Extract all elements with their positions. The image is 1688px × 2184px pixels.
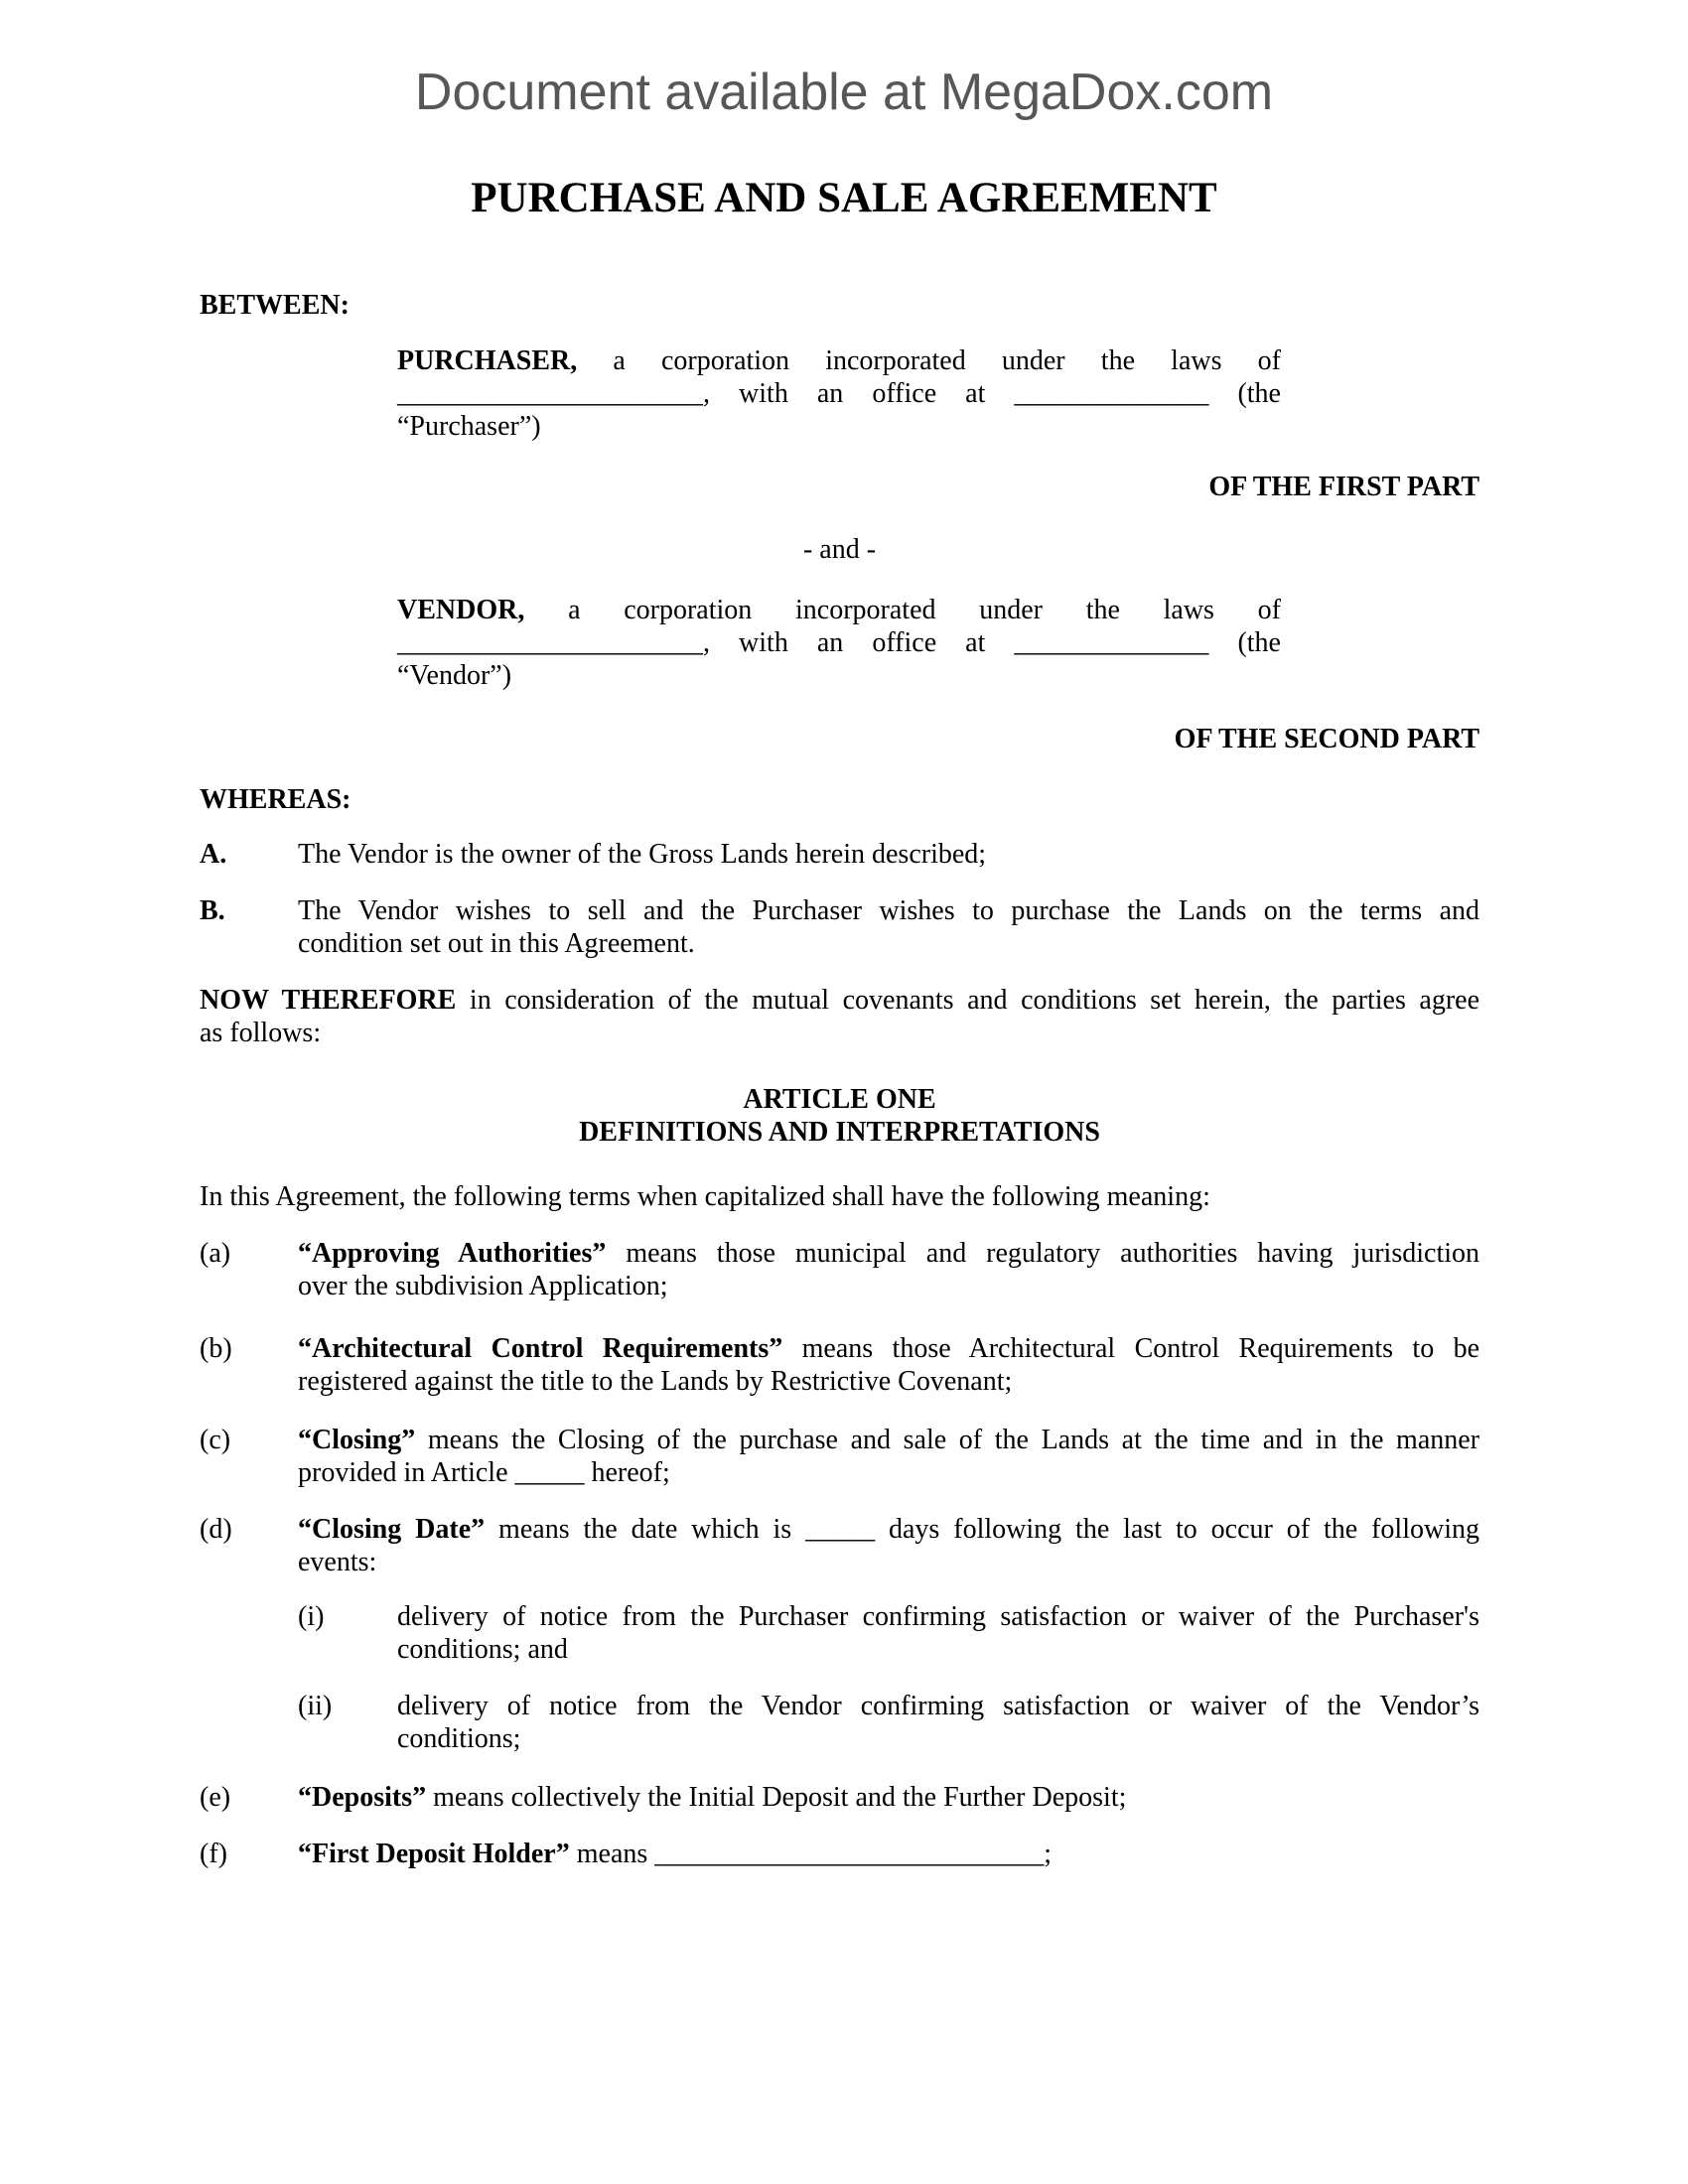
purchaser-paragraph (397, 344, 1281, 443)
of-the-first-part-label: OF THE FIRST PART (1208, 472, 1479, 502)
definition-closing (200, 1424, 1479, 1489)
article-one-heading (200, 1083, 1479, 1149)
definition-first-deposit-holder (200, 1838, 1479, 1870)
document-body (200, 289, 1479, 1870)
definition-f-line-1-text: means ____________________________; (569, 1839, 1053, 1869)
definition-e-line-1-text: means collectively the Initial Deposit and the Further Deposit; (426, 1782, 1127, 1813)
definition-b-term: “Architectural Control Requirements” (298, 1333, 783, 1364)
subclause-ii (200, 1690, 1479, 1755)
recital-b-line-1: The Vendor wishes to sell and the Purchaser wishes to purchase the Lands on the terms and (298, 895, 1479, 926)
vendor-line-2: ______________________, with an office at ______________ (the (397, 627, 1281, 658)
recital-b-line-2: condition set out in this Agreement. (298, 928, 695, 959)
vendor-paragraph (397, 594, 1281, 692)
definition-f-line-1 (298, 1838, 1479, 1870)
definition-a-label: (a) (200, 1238, 231, 1269)
definition-a-line-1-text: means those municipal and regulatory authorities having jurisdiction (606, 1238, 1480, 1269)
definition-c-term: “Closing” (298, 1425, 416, 1455)
definition-f-label: (f) (200, 1839, 227, 1869)
definition-e-line-1 (298, 1781, 1479, 1814)
definition-b-line-1 (298, 1332, 1479, 1365)
of-the-second-part-label: OF THE SECOND PART (1174, 724, 1479, 754)
definition-b-line-1-text: means those Architectural Control Requirements to be (782, 1333, 1479, 1364)
definition-a-text (298, 1237, 1479, 1302)
purchaser-line-1-text: a corporation incorporated under the laws of (577, 345, 1281, 376)
article-one-title: ARTICLE ONE (743, 1084, 936, 1115)
document-title: PURCHASE AND SALE AGREEMENT (471, 175, 1217, 221)
recital-a (200, 838, 1479, 871)
definition-a-line-1 (298, 1237, 1479, 1270)
recital-a-text (298, 838, 1479, 871)
definition-f-text (298, 1838, 1479, 1870)
watermark-text: Document available at MegaDox.com (414, 64, 1274, 121)
vendor-line-3: “Vendor”) (397, 660, 512, 691)
vendor-line-1-text: a corporation incorporated under the laws of (524, 595, 1281, 625)
and-separator: - and - (802, 534, 877, 565)
definition-c-line-1-text: means the Closing of the purchase and sale of the Lands at the time and in the manner (415, 1425, 1479, 1455)
definition-c-line-2: provided in Article _____ hereof; (298, 1457, 670, 1488)
definition-b-line-2: registered against the title to the Lands by Restrictive Covenant; (298, 1366, 1013, 1397)
definition-c-text (298, 1424, 1479, 1489)
definition-d-text (298, 1513, 1479, 1578)
subclause-ii-text (397, 1690, 1479, 1755)
subclause-i-line-2: conditions; and (397, 1634, 568, 1665)
whereas-label: WHEREAS: (200, 784, 352, 815)
subclause-ii-line-1: delivery of notice from the Vendor confirming satisfaction or waiver of the Vendor’s (397, 1691, 1479, 1721)
recital-b-text (298, 894, 1479, 960)
subclause-i-text (397, 1600, 1479, 1666)
subclause-i (200, 1600, 1479, 1666)
definition-b-label: (b) (200, 1333, 232, 1364)
definition-closing-date (200, 1513, 1479, 1578)
definition-e-text (298, 1781, 1479, 1814)
between-label: BETWEEN: (200, 290, 350, 321)
subclause-i-line-1: delivery of notice from the Purchaser confirming satisfaction or waiver of the Purchaser's (397, 1601, 1479, 1632)
definition-d-line-1-text: means the date which is _____ days following the last to occur of the following (485, 1514, 1479, 1545)
definition-c-line-1 (298, 1424, 1479, 1456)
subclause-ii-line-2: conditions; (397, 1723, 521, 1754)
now-therefore-line-1-text: in consideration of the mutual covenants and conditions set herein, the parties agree (456, 985, 1480, 1016)
article-one-subtitle: DEFINITIONS AND INTERPRETATIONS (579, 1117, 1100, 1148)
definition-d-line-2: events: (298, 1547, 377, 1577)
recital-a-label: A. (200, 839, 227, 870)
definition-d-line-1 (298, 1513, 1479, 1546)
definition-deposits (200, 1781, 1479, 1814)
definition-a-line-2: over the subdivision Application; (298, 1271, 668, 1301)
definition-c-label: (c) (200, 1425, 231, 1455)
now-therefore-line-1 (200, 984, 1479, 1017)
now-therefore-line-2: as follows: (200, 1018, 322, 1048)
definition-f-term: “First Deposit Holder” (298, 1839, 570, 1869)
definition-architectural-control (200, 1332, 1479, 1398)
definition-b-text (298, 1332, 1479, 1398)
definition-d-term: “Closing Date” (298, 1514, 486, 1545)
purchaser-term: PURCHASER, (397, 345, 578, 376)
purchaser-line-1 (397, 344, 1281, 377)
purchaser-line-2: ______________________, with an office at ______________ (the (397, 378, 1281, 409)
now-therefore-term: NOW THEREFORE (200, 985, 457, 1016)
recital-b (200, 894, 1479, 960)
recital-a-line-1: The Vendor is the owner of the Gross Lands herein described; (298, 839, 987, 870)
definition-e-label: (e) (200, 1782, 231, 1813)
definition-e-term: “Deposits” (298, 1782, 427, 1813)
article-one-intro: In this Agreement, the following terms when capitalized shall have the following meaning: (200, 1181, 1210, 1212)
vendor-term: VENDOR, (397, 595, 525, 625)
vendor-line-1 (397, 594, 1281, 626)
subclause-ii-label: (ii) (298, 1691, 333, 1721)
definition-a-term: “Approving Authorities” (298, 1238, 607, 1269)
now-therefore-paragraph (200, 984, 1479, 1049)
purchaser-line-3: “Purchaser”) (397, 411, 541, 442)
recital-b-label: B. (200, 895, 225, 926)
subclause-i-label: (i) (298, 1601, 325, 1632)
definition-approving-authorities (200, 1237, 1479, 1302)
definition-d-label: (d) (200, 1514, 232, 1545)
